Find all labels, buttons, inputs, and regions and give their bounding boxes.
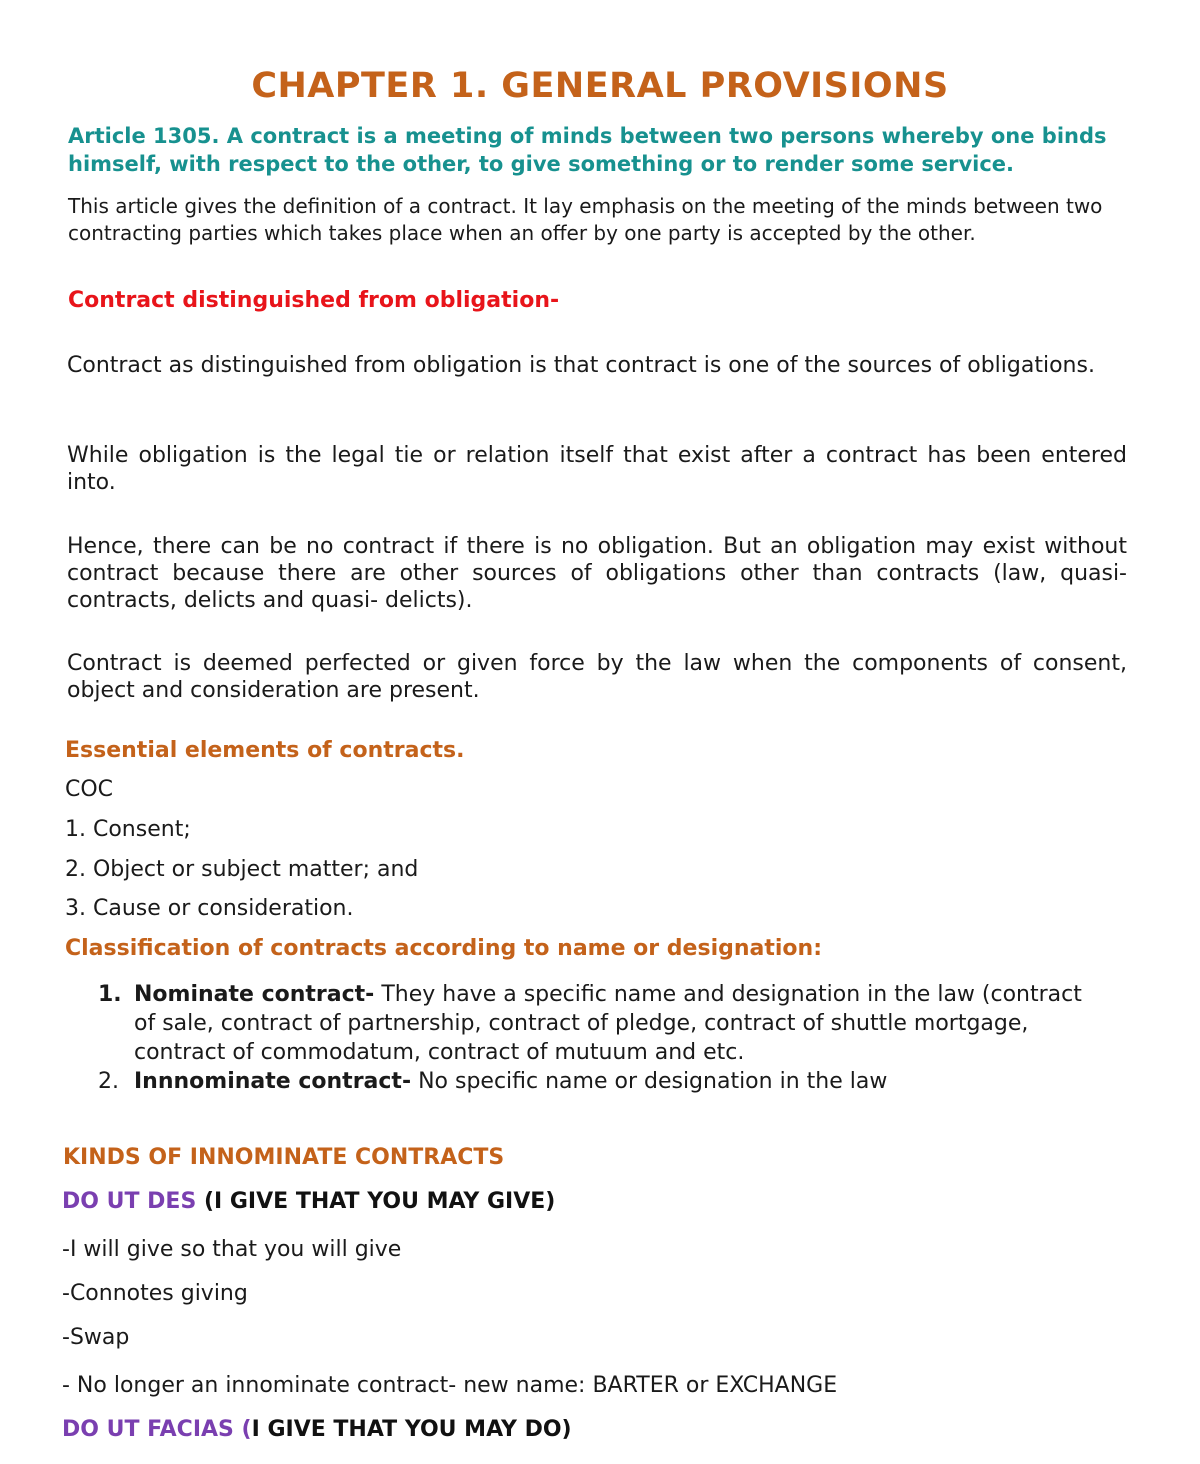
do-ut-facias-heading [62,1417,572,1442]
do-ut-des-line-3: -Swap [62,1325,130,1350]
distinction-paragraph-1: Contract as distinguished from obligation is that contract is one of the sources of obligations. [67,353,1095,378]
kinds-heading: KINDS OF INNOMINATE CONTRACTS [63,1145,505,1170]
classification-list [98,980,1098,1096]
list-item-number: 1. [98,982,122,1007]
do-ut-facias-latin: DO UT FACIAS ( [62,1417,252,1442]
innominate-description: No specific name or designation in the law [411,1069,888,1094]
classification-heading: Classification of contracts according to name or designation: [65,936,823,961]
innominate-term: Innnominate contract- [134,1069,412,1094]
do-ut-des-latin: DO UT DES [62,1189,197,1214]
list-item-number: 2. [98,1069,119,1094]
distinction-heading: Contract distinguished from obligation- [68,288,560,313]
do-ut-des-heading [62,1189,555,1214]
do-ut-des-line-2: -Connotes giving [62,1281,248,1306]
distinction-paragraph-4: Contract is deemed perfected or given force by the law when the components of consent, object and consideration are present. [67,651,1127,703]
article-explanation: This article gives the definition of a contract. It lay emphasis on the meeting of the minds between two contracting parties which takes place when an offer by one party is accepted by the other. [68,194,1103,245]
do-ut-des-line-1: -I will give so that you will give [62,1237,402,1262]
do-ut-facias-english: I GIVE THAT YOU MAY DO) [251,1417,572,1442]
essential-elements-heading: Essential elements of contracts. [65,738,465,763]
element-item-consent: 1. Consent; [65,817,191,842]
list-item-text [134,1067,1098,1096]
article-1305-text: Article 1305. A contract is a meeting of minds between two persons whereby one binds himself, with respect to the other, to give something or to render some service. [68,124,1107,176]
distinction-paragraph-3: Hence, there can be no contract if there is no obligation. But an obligation may exist without contract because there are other sources of obligations other than contracts (law, quasi-contracts, delicts and quasi- delicts). [67,534,1127,613]
do-ut-des-english: (I GIVE THAT YOU MAY GIVE) [196,1189,556,1214]
list-item-text [134,980,1098,1067]
distinction-paragraph-2: While obligation is the legal tie or relation itself that exist after a contract has been entered into. [67,443,1127,495]
coc-acronym: COC [65,777,114,802]
element-item-cause: 3. Cause or consideration. [65,896,354,921]
chapter-title: CHAPTER 1. GENERAL PROVISIONS [251,66,949,106]
nominate-term: Nominate contract- [134,982,375,1007]
list-item [98,1067,1098,1096]
element-item-object: 2. Object or subject matter; and [65,857,419,882]
do-ut-des-line-4: - No longer an innominate contract- new name: BARTER or EXCHANGE [62,1373,838,1398]
nominate-description: They have a specific name and designation in the law (contract of sale, contract of partnership, contract of pledge, contract of shuttle mortgage, contract of commodatum, contract of mutuum and etc. [134,982,1082,1065]
list-item [98,980,1098,1067]
